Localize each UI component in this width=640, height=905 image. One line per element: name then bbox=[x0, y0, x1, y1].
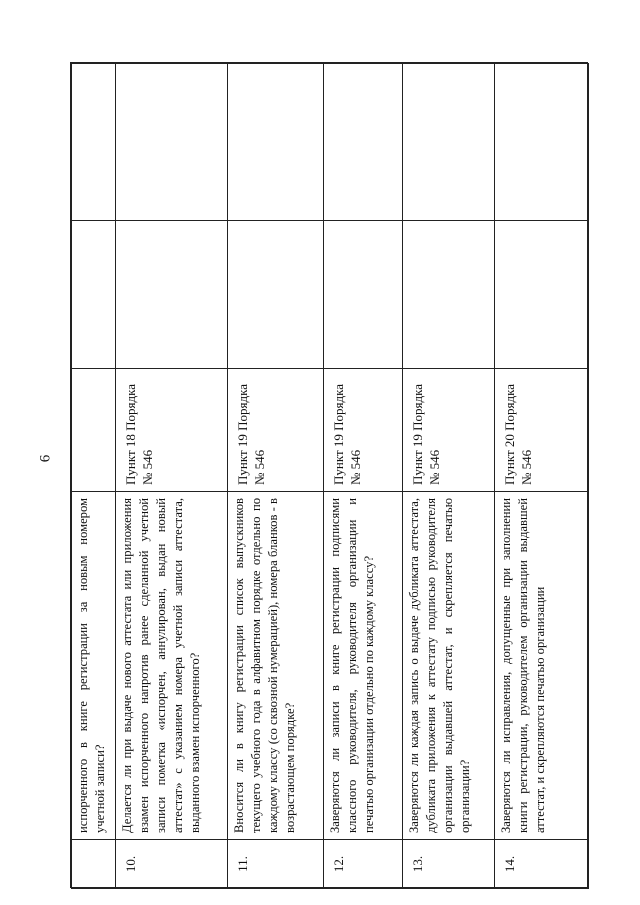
empty-cell bbox=[494, 221, 588, 369]
question-cell: Делается ли при выдаче нового аттестата или приложения взамен испорченного напротив ранее сделанной учетной записи пометка «испорчен, аннулирован, выдан новый аттестат» с указанием номера учетной записи аттестата, выданного взамен испорченного? bbox=[116, 492, 228, 840]
table-row bbox=[72, 64, 116, 889]
row-number: 11. bbox=[228, 840, 324, 889]
reference-cell: Пункт 19 Порядка № 546 bbox=[228, 369, 324, 492]
checklist-table-frame bbox=[70, 62, 588, 888]
reference-cell: Пункт 20 Порядка № 546 bbox=[494, 369, 588, 492]
row-number: 12. bbox=[324, 840, 402, 889]
rotated-table bbox=[71, 63, 589, 889]
empty-cell bbox=[116, 221, 228, 369]
table-row bbox=[324, 64, 402, 889]
table-row bbox=[402, 64, 494, 889]
row-number: 14. bbox=[494, 840, 588, 889]
row-number: 10. bbox=[116, 840, 228, 889]
page-number: 6 bbox=[37, 454, 54, 463]
empty-cell bbox=[228, 64, 324, 221]
empty-cell bbox=[402, 221, 494, 369]
table-row bbox=[494, 64, 588, 889]
question-cell: испорченного в книге регистрации за новым номером учетной записи? bbox=[72, 492, 116, 840]
empty-cell bbox=[324, 64, 402, 221]
checklist-table bbox=[71, 63, 589, 889]
empty-cell bbox=[72, 64, 116, 221]
reference-cell: Пункт 19 Порядка № 546 bbox=[324, 369, 402, 492]
empty-cell bbox=[324, 221, 402, 369]
row-number bbox=[72, 840, 116, 889]
empty-cell bbox=[494, 64, 588, 221]
reference-cell: Пункт 19 Порядка № 546 bbox=[402, 369, 494, 492]
reference-cell: Пункт 18 Порядка № 546 bbox=[116, 369, 228, 492]
table-row bbox=[228, 64, 324, 889]
table-row bbox=[116, 64, 228, 889]
empty-cell bbox=[116, 64, 228, 221]
row-number: 13. bbox=[402, 840, 494, 889]
question-cell: Заверяются ли каждая запись о выдаче дубликата аттестата, дубликата приложения к аттестату подписью руководителя организации выдавшей аттестат, и скрепляется печатью организации? bbox=[402, 492, 494, 840]
question-cell: Заверяются ли записи в книге регистрации подписями классного руководителя, руководителя организации и печатью организации отдельно по каждому классу? bbox=[324, 492, 402, 840]
question-cell: Вносится ли в книгу регистрации список выпускников текущего учебного года в алфавитном порядке отдельно по каждому классу (со сквозной нумерацией), номера бланков - в возрастающем порядке? bbox=[228, 492, 324, 840]
question-cell: Заверяются ли исправления, допущенные при заполнении книги регистрации, руководителем организации выдавшей аттестат, и скрепляются печатью организации bbox=[494, 492, 588, 840]
empty-cell bbox=[228, 221, 324, 369]
empty-cell bbox=[72, 221, 116, 369]
reference-cell bbox=[72, 369, 116, 492]
empty-cell bbox=[402, 64, 494, 221]
